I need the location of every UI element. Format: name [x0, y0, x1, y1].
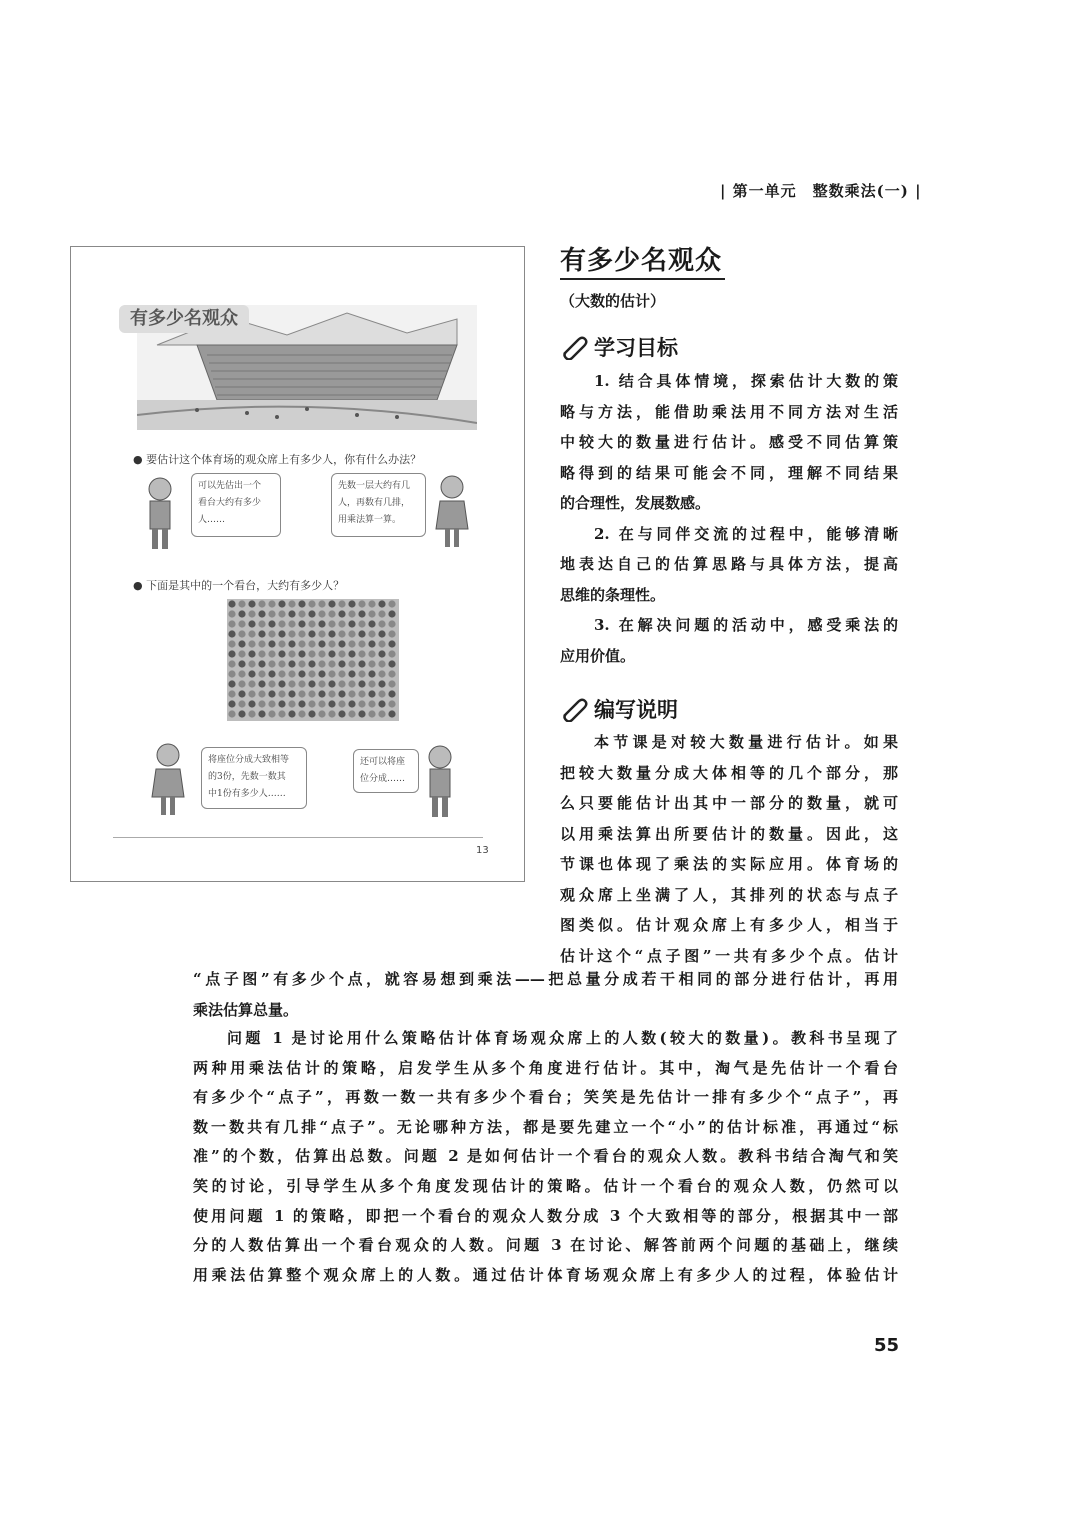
- crowd-person: [328, 660, 335, 667]
- crowd-person: [368, 670, 375, 677]
- crowd-person: [298, 660, 305, 667]
- text-line: 问题 1 是讨论用什么策略估计体育场观众席上的人数(较大的数量)。教科书呈现了: [227, 1029, 898, 1047]
- text-line: 有多少个“点子”，再数一数一共有多少个看台；笑笑是先估计一排有多少个“点子”，再: [193, 1088, 898, 1107]
- crowd-person: [318, 610, 325, 617]
- text-line: 应用价值。: [560, 646, 636, 665]
- crowd-person: [308, 680, 315, 687]
- crowd-person: [338, 700, 345, 707]
- crowd-person: [268, 680, 275, 687]
- crowd-person: [228, 600, 235, 607]
- crowd-person: [348, 600, 355, 607]
- crowd-person: [338, 640, 345, 647]
- crowd-person: [388, 700, 395, 707]
- text-line: 的合理性，发展数感。: [560, 494, 711, 512]
- bubble-line: 还可以将座: [360, 757, 406, 767]
- crowd-person: [278, 620, 285, 627]
- crowd-person: [358, 610, 365, 617]
- page-number: 55: [874, 1335, 900, 1356]
- crowd-person: [378, 660, 385, 667]
- lesson-title: 有多少名观众: [560, 246, 723, 276]
- crowd-person: [298, 690, 305, 697]
- crowd-person: [268, 700, 275, 707]
- crowd-person: [318, 710, 325, 717]
- crowd-person: [338, 630, 345, 637]
- crowd-person: [298, 610, 305, 617]
- crowd-person: [288, 660, 295, 667]
- boy-figure-2: [421, 743, 459, 823]
- text-line: 以用乘法算出所要估计的数量。因此，这: [560, 824, 898, 843]
- crowd-person: [248, 690, 255, 697]
- crowd-person: [268, 610, 275, 617]
- crowd-person: [308, 710, 315, 717]
- crowd-person: [258, 680, 265, 687]
- crowd-person: [298, 620, 305, 627]
- crowd-person: [258, 650, 265, 657]
- crowd-person: [288, 600, 295, 607]
- crowd-person: [288, 620, 295, 627]
- crowd-person: [328, 650, 335, 657]
- crowd-person: [258, 600, 265, 607]
- crowd-person: [258, 620, 265, 627]
- crowd-person: [278, 600, 285, 607]
- text-line: 略得到的结果可能会不同，理解不同结果: [560, 463, 898, 482]
- crowd-person: [238, 640, 245, 647]
- crowd-person: [338, 650, 345, 657]
- crowd-person: [378, 700, 385, 707]
- text-line: 图类似。估计观众席上有多少人，相当于: [560, 916, 898, 934]
- crowd-person: [238, 700, 245, 707]
- crowd-person: [338, 690, 345, 697]
- crowd-person: [338, 680, 345, 687]
- crowd-person: [228, 620, 235, 627]
- crowd-person: [378, 630, 385, 637]
- crowd-person: [268, 600, 275, 607]
- crowd-person: [278, 700, 285, 707]
- crowd-person: [308, 690, 315, 697]
- crowd-person: [278, 630, 285, 637]
- crowd-person: [368, 650, 375, 657]
- text-line: 乘法估算总量。: [193, 1000, 299, 1019]
- crowd-person: [348, 660, 355, 667]
- text-line: 把较大数量分成大体相等的几个部分，那: [560, 763, 898, 782]
- crowd-person: [248, 680, 255, 687]
- crowd-person: [358, 660, 365, 667]
- lesson-subtitle: （大数的估计）: [560, 292, 666, 310]
- crowd-person: [288, 630, 295, 637]
- crowd-person: [358, 690, 365, 697]
- bubble-line: 看台大约有多少: [198, 498, 262, 508]
- text-line: 略与方法，能借助乘法用不同方法对生活: [560, 402, 898, 421]
- crowd-person: [308, 700, 315, 707]
- bubble-line: 位分成……: [360, 774, 406, 784]
- crowd-person: [378, 680, 385, 687]
- crowd-person: [358, 630, 365, 637]
- speech-bubble-right-1: [331, 473, 426, 537]
- crowd-person: [328, 670, 335, 677]
- crowd-person: [268, 620, 275, 627]
- crowd-person: [288, 610, 295, 617]
- text-line: 估计这个“点子图”一共有多少个点。估计: [560, 946, 898, 965]
- speech-bubble-right-2: [353, 749, 419, 793]
- crowd-person: [268, 690, 275, 697]
- crowd-person: [308, 660, 315, 667]
- crowd-person: [248, 600, 255, 607]
- crowd-person: [318, 680, 325, 687]
- crowd-person: [348, 650, 355, 657]
- text-line: 准”的个数，估算出总数。问题 2 是如何估计一个看台的观众人数。教科书结合淘气和笑: [193, 1147, 898, 1166]
- crowd-person: [378, 640, 385, 647]
- text-line: 两种用乘法估计的策略，启发学生从多个角度进行估计。其中，淘气是先估计一个看台: [193, 1058, 898, 1077]
- crowd-person: [358, 710, 365, 717]
- crowd-person: [338, 610, 345, 617]
- crowd-person: [318, 630, 325, 637]
- crowd-person: [388, 630, 395, 637]
- crowd-person: [298, 600, 305, 607]
- crowd-person: [238, 620, 245, 627]
- crowd-person: [278, 610, 285, 617]
- notes-text-full: [193, 964, 898, 1025]
- crowd-person: [368, 620, 375, 627]
- crowd-person: [288, 650, 295, 657]
- crowd-person: [368, 710, 375, 717]
- crowd-person: [298, 640, 305, 647]
- crowd-person: [348, 640, 355, 647]
- boy-figure: [141, 475, 179, 555]
- objectives-text: [560, 366, 898, 671]
- crowd-person: [258, 610, 265, 617]
- crowd-person: [308, 630, 315, 637]
- notes-heading: [560, 694, 678, 724]
- crowd-person: [368, 690, 375, 697]
- crowd-person: [348, 610, 355, 617]
- crowd-person: [238, 600, 245, 607]
- notes-text-column: [560, 727, 898, 971]
- crowd-person: [328, 630, 335, 637]
- crowd-person: [368, 630, 375, 637]
- question-2: ● 下面是其中的一个看台，大约有多少人？: [133, 579, 345, 592]
- crowd-person: [298, 710, 305, 717]
- text-line: 本节课是对较大数量进行估计。如果: [594, 733, 898, 751]
- crowd-person: [248, 710, 255, 717]
- crowd-person: [258, 710, 265, 717]
- crowd-person: [368, 610, 375, 617]
- crowd-person: [268, 640, 275, 647]
- paperclip-icon: [560, 696, 590, 722]
- crowd-person: [328, 640, 335, 647]
- text-line: 使用问题 1 的策略，即把一个看台的观众人数分成 3 个大致相等的部分，根据其中一部: [193, 1206, 898, 1225]
- crowd-person: [298, 670, 305, 677]
- crowd-person: [268, 710, 275, 717]
- crowd-person: [378, 670, 385, 677]
- crowd-person: [238, 660, 245, 667]
- crowd-person: [228, 610, 235, 617]
- bubble-line: 用乘法算一算。: [338, 515, 402, 525]
- bubble-line: 将座位分成大致相等: [208, 755, 290, 765]
- text-line: 节课也体现了乘法的实际应用。体育场的: [560, 855, 898, 873]
- crowd-person: [368, 600, 375, 607]
- crowd-person: [248, 630, 255, 637]
- crowd-person: [308, 620, 315, 627]
- crowd-person: [348, 620, 355, 627]
- crowd-person: [318, 600, 325, 607]
- crowd-person: [368, 680, 375, 687]
- crowd-person: [278, 710, 285, 717]
- crowd-person: [338, 620, 345, 627]
- crowd-person: [388, 620, 395, 627]
- text-line: 分的人数估算出一个看台观众的人数。问题 3 在讨论、解答前两个问题的基础上，继续: [193, 1236, 898, 1255]
- crowd-person: [368, 660, 375, 667]
- crowd-person: [348, 630, 355, 637]
- crowd-person: [338, 660, 345, 667]
- crowd-person: [258, 670, 265, 677]
- bubble-line: 可以先估出一个: [198, 481, 262, 491]
- crowd-person: [348, 700, 355, 707]
- crowd-person: [308, 650, 315, 657]
- crowd-person: [378, 690, 385, 697]
- crowd-person: [228, 670, 235, 677]
- crowd-person: [258, 660, 265, 667]
- crowd-person: [248, 640, 255, 647]
- crowd-person: [348, 670, 355, 677]
- crowd-person: [248, 700, 255, 707]
- speech-bubble-left-1: [191, 473, 281, 537]
- crowd-person: [248, 610, 255, 617]
- text-line: 3. 在解决问题的活动中，感受乘法的: [594, 616, 898, 634]
- crowd-person: [238, 630, 245, 637]
- crowd-person: [328, 690, 335, 697]
- bubble-line: 的3份，先数一数其: [208, 772, 286, 782]
- crowd-person: [238, 690, 245, 697]
- crowd-person: [318, 640, 325, 647]
- crowd-person: [358, 670, 365, 677]
- crowd-person: [238, 610, 245, 617]
- crowd-person: [358, 640, 365, 647]
- crowd-person: [228, 700, 235, 707]
- crowd-person: [378, 620, 385, 627]
- crowd-person: [228, 640, 235, 647]
- crowd-person: [278, 640, 285, 647]
- crowd-person: [348, 690, 355, 697]
- crowd-person: [328, 710, 335, 717]
- crowd-person: [238, 650, 245, 657]
- crowd-person: [238, 680, 245, 687]
- objectives-heading: [560, 332, 678, 362]
- crowd-person: [358, 700, 365, 707]
- question-1: ● 要估计这个体育场的观众席上有多少人，你有什么办法？: [133, 453, 422, 466]
- speech-bubble-left-2: [201, 747, 307, 809]
- text-line: 中较大的数量进行估计。感受不同估算策: [560, 433, 898, 451]
- crowd-seating-image: [227, 599, 399, 721]
- crowd-person: [388, 710, 395, 717]
- crowd-person: [338, 710, 345, 717]
- crowd-person: [228, 690, 235, 697]
- text-line: 思维的条理性。: [560, 585, 666, 604]
- crowd-person: [288, 700, 295, 707]
- crowd-person: [388, 640, 395, 647]
- crowd-person: [258, 700, 265, 707]
- crowd-person: [348, 710, 355, 717]
- crowd-person: [278, 670, 285, 677]
- crowd-person: [318, 660, 325, 667]
- crowd-person: [378, 600, 385, 607]
- crowd-person: [338, 670, 345, 677]
- crowd-person: [388, 600, 395, 607]
- girl-figure-2: [149, 741, 187, 821]
- crowd-person: [358, 620, 365, 627]
- crowd-person: [318, 690, 325, 697]
- textbook-page-number: 13: [476, 845, 489, 856]
- text-line: 地表达自己的估算思路与具体方法，提高: [560, 555, 898, 573]
- crowd-person: [388, 670, 395, 677]
- crowd-person: [258, 630, 265, 637]
- crowd-person: [318, 700, 325, 707]
- crowd-person: [268, 660, 275, 667]
- crowd-person: [328, 700, 335, 707]
- bubble-line: 人，再数有几排，: [338, 498, 411, 508]
- crowd-person: [358, 680, 365, 687]
- crowd-person: [308, 640, 315, 647]
- crowd-person: [358, 600, 365, 607]
- text-line: “点子图”有多少个点，就容易想到乘法——把总量分成若干相同的部分进行估计，再用: [193, 970, 898, 988]
- text-line: 数一数共有几排“点子”。无论哪种方法，都是要先建立一个“小”的估计标准，再通过“标: [193, 1117, 898, 1136]
- crowd-person: [228, 660, 235, 667]
- crowd-person: [288, 710, 295, 717]
- crowd-person: [308, 600, 315, 607]
- crowd-person: [278, 690, 285, 697]
- paperclip-icon: [560, 334, 590, 360]
- text-line: 1. 结合具体情境，探索估计大数的策: [594, 372, 898, 390]
- bubble-line: 先数一层大约有几: [338, 481, 411, 491]
- crowd-person: [268, 670, 275, 677]
- crowd-person: [298, 700, 305, 707]
- crowd-person: [248, 670, 255, 677]
- bubble-line: 中1份有多少人……: [208, 789, 286, 799]
- crowd-person: [388, 660, 395, 667]
- crowd-person: [348, 680, 355, 687]
- crowd-person: [248, 660, 255, 667]
- crowd-person: [388, 680, 395, 687]
- title-underline: [560, 278, 725, 280]
- crowd-person: [268, 650, 275, 657]
- crowd-person: [378, 610, 385, 617]
- text-line: 用乘法估算整个观众席上的人数。通过估计体育场观众席上有多少人的过程，体验估计: [193, 1265, 898, 1284]
- crowd-person: [298, 680, 305, 687]
- textbook-page-image: [70, 246, 525, 882]
- crowd-person: [328, 680, 335, 687]
- crowd-person: [298, 630, 305, 637]
- text-line: 观众席上坐满了人，其排列的状态与点子: [560, 885, 898, 904]
- crowd-person: [248, 650, 255, 657]
- text-line: 么只要能估计出其中一部分的数量，就可: [560, 794, 898, 812]
- crowd-person: [378, 710, 385, 717]
- crowd-person: [358, 650, 365, 657]
- text-line: 2. 在与同伴交流的过程中，能够清晰: [594, 524, 898, 543]
- crowd-person: [278, 680, 285, 687]
- crowd-person: [378, 650, 385, 657]
- girl-figure: [433, 473, 471, 553]
- crowd-person: [258, 690, 265, 697]
- crowd-person: [388, 650, 395, 657]
- crowd-person: [368, 700, 375, 707]
- crowd-person: [258, 640, 265, 647]
- crowd-person: [338, 600, 345, 607]
- paragraph-2: [193, 1024, 898, 1290]
- crowd-person: [288, 670, 295, 677]
- crowd-person: [328, 620, 335, 627]
- crowd-person: [368, 640, 375, 647]
- crowd-person: [278, 650, 285, 657]
- crowd-person: [288, 640, 295, 647]
- crowd-person: [328, 610, 335, 617]
- crowd-person: [268, 630, 275, 637]
- crowd-person: [298, 650, 305, 657]
- crowd-person: [318, 670, 325, 677]
- crowd-person: [328, 600, 335, 607]
- textbook-title-label: 有多少名观众: [119, 305, 249, 333]
- text-line: 笑的讨论，引导学生从多个角度发现估计的策略。估计一个看台的观众人数，仍然可以: [193, 1176, 898, 1195]
- running-header: | 第一单元 整数乘法(一) |: [720, 182, 922, 200]
- crowd-person: [288, 680, 295, 687]
- crowd-person: [318, 620, 325, 627]
- crowd-person: [308, 610, 315, 617]
- crowd-person: [318, 650, 325, 657]
- crowd-person: [248, 620, 255, 627]
- textbook-footer-rule: [113, 837, 483, 838]
- crowd-person: [388, 690, 395, 697]
- crowd-person: [388, 610, 395, 617]
- crowd-person: [228, 630, 235, 637]
- crowd-person: [288, 690, 295, 697]
- crowd-person: [228, 680, 235, 687]
- crowd-person: [308, 670, 315, 677]
- notes-heading-text: 编写说明: [594, 698, 678, 722]
- crowd-person: [238, 710, 245, 717]
- crowd-person: [228, 650, 235, 657]
- crowd-person: [278, 660, 285, 667]
- bubble-line: 人……: [198, 515, 226, 525]
- crowd-person: [238, 670, 245, 677]
- objectives-heading-text: 学习目标: [594, 336, 678, 360]
- crowd-person: [228, 710, 235, 717]
